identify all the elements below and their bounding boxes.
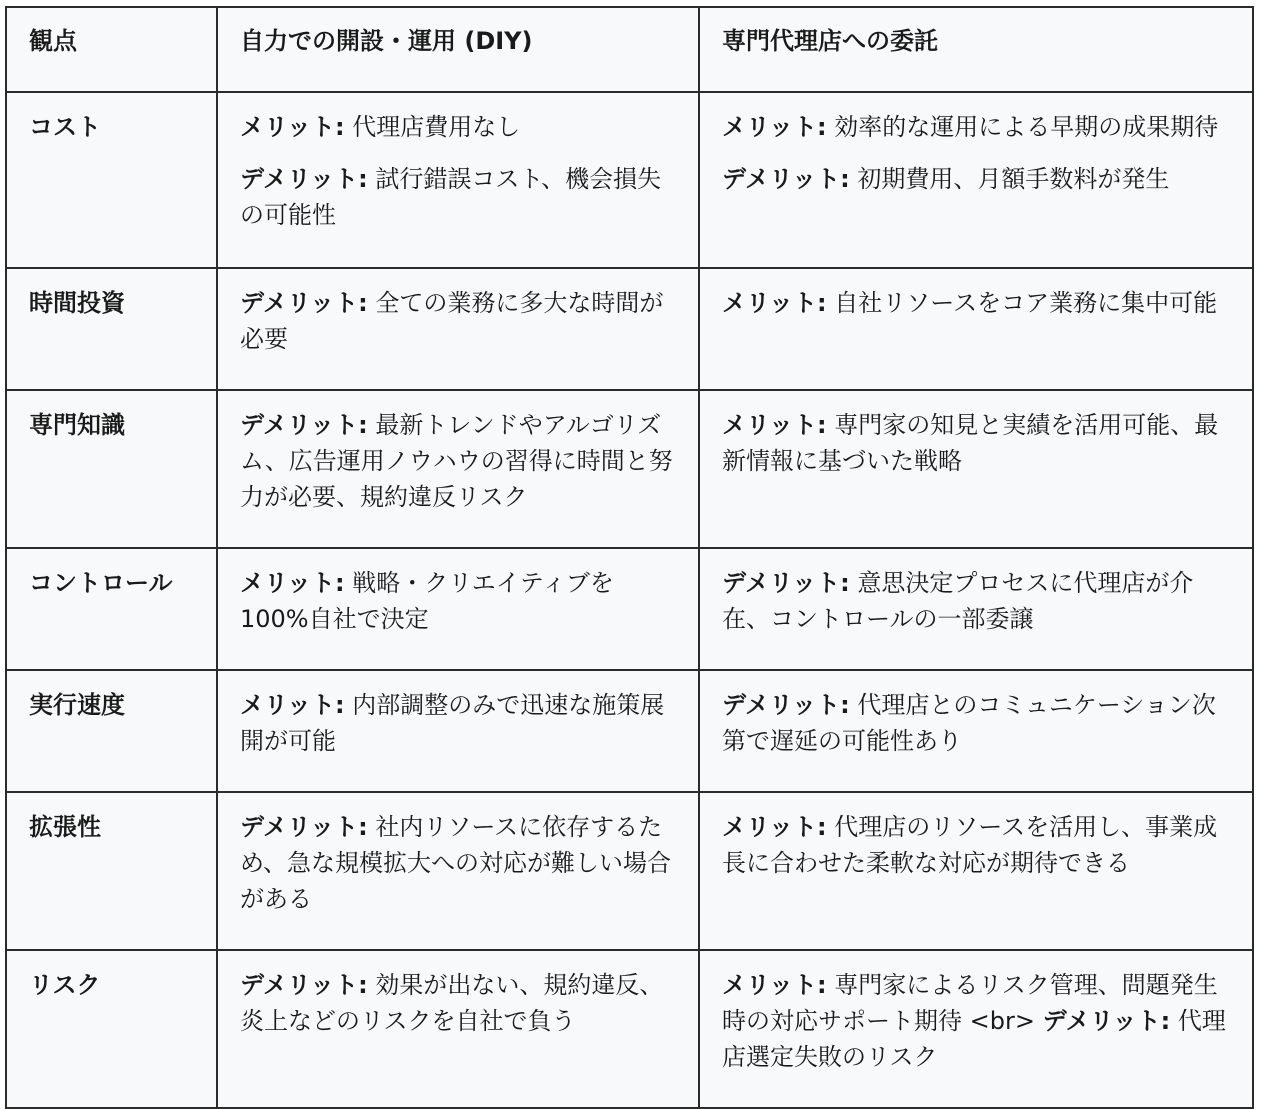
merit-label: メリット: <box>240 113 345 141</box>
merit-label: メリット: <box>240 569 345 597</box>
cell-agency-time <box>699 268 1253 390</box>
demerit-label: デメリット: <box>1042 1007 1171 1035</box>
row-aspect-time: 時間投資 <box>6 268 217 390</box>
demerit-text: 代理店とのコミュニケーション次第で遅延の可能性あり <box>722 691 1216 755</box>
agency-cost-demerit <box>722 161 1230 197</box>
demerit-text: 意思決定プロセスに代理店が介在、コントロールの一部委譲 <box>722 569 1194 633</box>
diy-cost-demerit <box>240 161 676 233</box>
table-row-expertise <box>6 390 1253 548</box>
demerit-label: デメリット: <box>722 165 850 193</box>
header-aspect: 観点 <box>6 7 217 92</box>
demerit-label: デメリット: <box>240 411 368 439</box>
comparison-table <box>5 6 1254 1109</box>
cell-agency-cost <box>699 92 1253 268</box>
demerit-text: 代理店選定失敗のリスク <box>722 1007 1226 1071</box>
merit-text: 代理店のリソースを活用し、事業成長に合わせた柔軟な対応が期待できる <box>722 813 1218 877</box>
table-row-scalability <box>6 792 1253 950</box>
agency-speed-demerit <box>722 687 1230 759</box>
header-agency: 専門代理店への委託 <box>699 7 1253 92</box>
diy-speed-merit <box>240 687 676 759</box>
demerit-label: デメリット: <box>240 289 368 317</box>
cell-agency-risk <box>699 950 1253 1108</box>
merit-label: メリット: <box>722 411 827 439</box>
demerit-text: 初期費用、月額手数料が発生 <box>849 165 1170 193</box>
merit-label: メリット: <box>722 289 827 317</box>
merit-label: メリット: <box>240 691 345 719</box>
cell-agency-expertise <box>699 390 1253 548</box>
demerit-label: デメリット: <box>240 813 368 841</box>
agency-time-merit <box>722 285 1230 321</box>
diy-control-merit <box>240 565 676 637</box>
row-aspect-cost: コスト <box>6 92 217 268</box>
table-row-time <box>6 268 1253 390</box>
diy-cost-merit <box>240 109 676 145</box>
merit-text: 自社リソースをコア業務に集中可能 <box>826 289 1218 317</box>
cell-diy-risk <box>217 950 699 1108</box>
demerit-text: 社内リソースに依存するため、急な規模拡大への対応が難しい場合がある <box>240 813 672 913</box>
table-row-control <box>6 548 1253 670</box>
cell-diy-time <box>217 268 699 390</box>
merit-text: 内部調整のみで迅速な施策展開が可能 <box>240 691 665 755</box>
merit-text: 効率的な運用による早期の成果期待 <box>826 113 1219 141</box>
demerit-label: デメリット: <box>240 165 368 193</box>
cell-agency-speed <box>699 670 1253 792</box>
demerit-label: デメリット: <box>240 971 368 999</box>
demerit-text: 効果が出ない、規約違反、炎上などのリスクを自社で負う <box>240 971 664 1035</box>
merit-label: メリット: <box>722 813 827 841</box>
diy-risk-demerit <box>240 967 676 1039</box>
agency-control-demerit <box>722 565 1230 637</box>
demerit-text: 全ての業務に多大な時間が必要 <box>240 289 664 353</box>
cell-diy-control <box>217 548 699 670</box>
agency-cost-merit <box>722 109 1230 145</box>
merit-text: 専門家によるリスク管理、問題発生時の対応サポート期待 <br> <box>722 971 1218 1035</box>
demerit-label: デメリット: <box>722 569 850 597</box>
cell-diy-cost <box>217 92 699 268</box>
row-aspect-risk: リスク <box>6 950 217 1108</box>
merit-label: メリット: <box>722 113 827 141</box>
row-aspect-scalability: 拡張性 <box>6 792 217 950</box>
cell-agency-control <box>699 548 1253 670</box>
merit-text: 戦略・クリエイティブを100%自社で決定 <box>240 569 614 633</box>
cell-diy-expertise <box>217 390 699 548</box>
merit-text: 専門家の知見と実績を活用可能、最新情報に基づいた戦略 <box>722 411 1219 475</box>
row-aspect-control: コントロール <box>6 548 217 670</box>
header-diy: 自力での開設・運用 (DIY) <box>217 7 699 92</box>
table-row-speed <box>6 670 1253 792</box>
agency-scalability-merit <box>722 809 1230 881</box>
cell-diy-scalability <box>217 792 699 950</box>
header-row <box>6 7 1253 92</box>
demerit-text: 試行錯誤コスト、機会損失の可能性 <box>240 165 662 229</box>
diy-expertise-demerit <box>240 407 676 515</box>
diy-scalability-demerit <box>240 809 676 917</box>
merit-text: 代理店費用なし <box>344 113 521 141</box>
table-row-risk <box>6 950 1253 1108</box>
diy-time-demerit <box>240 285 676 357</box>
row-aspect-speed: 実行速度 <box>6 670 217 792</box>
demerit-text: 最新トレンドやアルゴリズム、広告運用ノウハウの習得に時間と努力が必要、規約違反リスク <box>240 411 673 511</box>
agency-expertise-merit <box>722 407 1230 479</box>
cell-diy-speed <box>217 670 699 792</box>
row-aspect-expertise: 専門知識 <box>6 390 217 548</box>
table-row-cost <box>6 92 1253 268</box>
cell-agency-scalability <box>699 792 1253 950</box>
agency-risk-mixed <box>722 967 1230 1075</box>
demerit-label: デメリット: <box>722 691 850 719</box>
merit-label: メリット: <box>722 971 827 999</box>
